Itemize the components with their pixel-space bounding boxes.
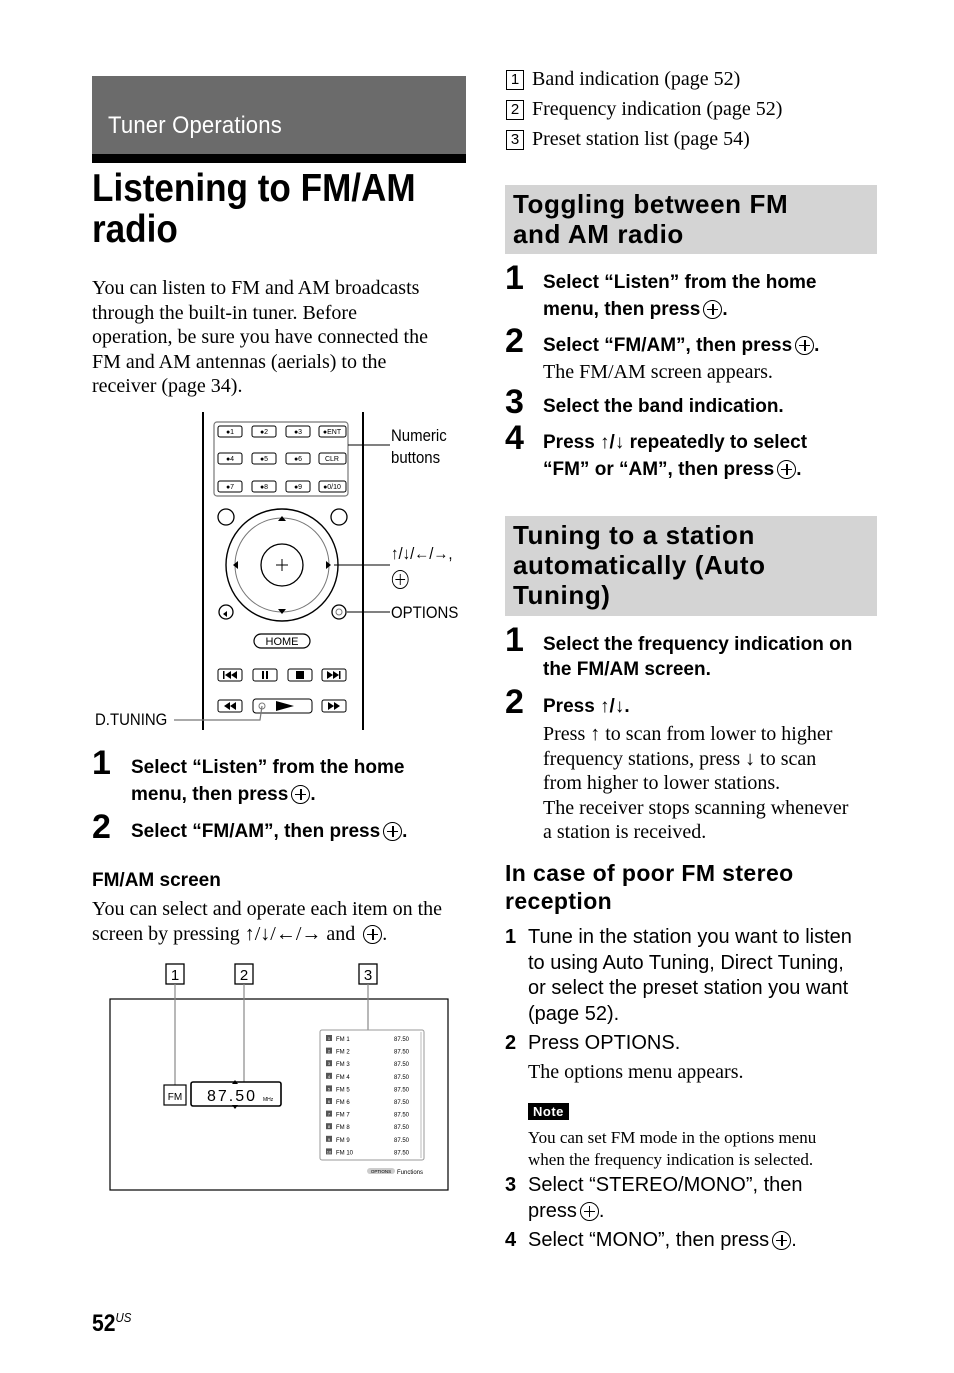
- preset-number: 6: [327, 1099, 331, 1104]
- left-step-2-text: Select “FM/AM”, then press: [131, 821, 381, 842]
- enter-circle-icon: [777, 460, 796, 479]
- tuning-body-line: Press ↑ to scan from lower to higher: [543, 723, 833, 745]
- note-line: You can set FM mode in the options menu: [528, 1128, 817, 1147]
- tuning-step-2-text: Press ↑/↓.: [543, 696, 630, 717]
- poor-step-1-line: to using Auto Tuning, Direct Tuning,: [528, 951, 844, 974]
- intro-line: receiver (page 34).: [92, 375, 243, 397]
- tuning-body-line: a station is received.: [543, 821, 707, 843]
- toggle-heading-line1: Toggling between FM: [513, 189, 789, 219]
- preset-frequency: 87.50: [393, 1087, 409, 1094]
- tuning-step-1: [543, 632, 883, 682]
- tuning-heading-line1: Tuning to a station: [513, 520, 755, 550]
- tuning-step-1-line2: the FM/AM screen.: [543, 659, 711, 680]
- preset-frequency: 87.50: [393, 1112, 409, 1119]
- poor-step-4: Select “MONO”, then press .: [528, 1229, 797, 1251]
- preset-number: 5: [327, 1086, 331, 1092]
- poor-reception-heading: [505, 859, 885, 915]
- key-7-label: ●7: [225, 484, 235, 491]
- home-label: HOME: [265, 636, 299, 648]
- page-number: [92, 1310, 131, 1338]
- enter-circle-icon: [392, 570, 409, 589]
- toggle-section-heading: [505, 185, 877, 254]
- frequency-value: 87.50: [207, 1088, 258, 1105]
- preset-frequency: 87.50: [393, 1150, 409, 1157]
- tuning-heading-line3: Tuning): [513, 580, 611, 610]
- left-step-2-number: 2: [92, 808, 111, 846]
- tuning-section-heading: [505, 516, 877, 616]
- legend-marker-2: 2: [506, 100, 524, 120]
- legend-text-2: Frequency indication (page 52): [532, 98, 783, 120]
- legend-item-2: [506, 94, 926, 124]
- options-functions-label: Functions: [397, 1170, 424, 1176]
- enter-circle-icon: [580, 1202, 599, 1221]
- callout-arrows: [391, 543, 453, 591]
- tuning-step-1-line1: Select the frequency indication on: [543, 634, 853, 655]
- preset-number: 8: [327, 1124, 331, 1130]
- preset-number: 9: [327, 1136, 331, 1142]
- legend-marker-1: 1: [506, 70, 524, 90]
- preset-name: FM 4: [336, 1074, 350, 1081]
- left-step-1-line1: Select “Listen” from the home: [131, 757, 405, 778]
- preset-frequency: 87.50: [393, 1062, 409, 1069]
- tuning-body-line: from higher to lower stations.: [543, 772, 781, 794]
- tuning-heading-line2: automatically (Auto: [513, 550, 766, 580]
- fmam-screen-text-line1: You can select and operate each item on the: [92, 898, 443, 920]
- key-ent-label: ●ENT: [322, 429, 342, 436]
- key-8-label: ●8: [259, 484, 269, 491]
- poor-step-1-number: 1: [505, 926, 517, 948]
- fmam-screen-text-line2: screen by pressing ↑/↓/←/→ and: [92, 922, 356, 945]
- tuning-step-2-body: [543, 722, 883, 845]
- key-5-label: ●5: [259, 456, 269, 463]
- poor-step-2-number: 2: [505, 1032, 517, 1054]
- toggle-step-1: Select “Listen” from the home menu, then press .: [543, 269, 883, 323]
- poor-step-1-line: Tune in the station you want to listen: [528, 926, 852, 948]
- fmam-screen-figure: [105, 960, 455, 1195]
- toggle-heading-line2: and AM radio: [513, 219, 684, 249]
- key-4-label: ●4: [225, 456, 235, 463]
- toggle-step-4-line2: “FM” or “AM”, then press: [543, 459, 775, 480]
- toggle-step-1-line2: menu, then press: [543, 299, 701, 320]
- poor-reception-heading-line1: In case of poor FM stereo: [505, 860, 794, 886]
- tuning-body-line: The receiver stops scanning whenever: [543, 796, 849, 819]
- poor-step-3-line2: press: [528, 1199, 577, 1222]
- key-3-label: ●3: [293, 429, 303, 436]
- page-title: [92, 168, 434, 250]
- frequency-unit: MHz: [263, 1097, 274, 1103]
- enter-circle-icon: [795, 336, 814, 355]
- tuning-step-1-number: 1: [505, 621, 524, 659]
- preset-name: FM 9: [336, 1137, 350, 1144]
- page-title-line1: Listening to FM/AM: [92, 167, 416, 210]
- marker-1-label: 1: [170, 967, 180, 984]
- poor-reception-heading-line2: reception: [505, 888, 613, 914]
- poor-step-1: [528, 925, 888, 1027]
- toggle-step-2-number: 2: [505, 322, 524, 360]
- note-text: [528, 1127, 888, 1171]
- enter-circle-icon: [383, 822, 402, 841]
- section-band: [92, 76, 466, 154]
- key-6-label: ●6: [293, 456, 303, 463]
- page-number-value: 52: [92, 1310, 116, 1337]
- preset-number: 1: [327, 1036, 331, 1041]
- toggle-step-3-text: Select the band indication.: [543, 396, 784, 417]
- callout-numeric-line1: Numeric: [391, 426, 447, 445]
- poor-step-3-number: 3: [505, 1174, 517, 1196]
- callout-dtuning: D.TUNING: [95, 710, 168, 729]
- legend-text-3: Preset station list (page 54): [532, 128, 750, 150]
- enter-circle-icon: [363, 925, 382, 944]
- enter-circle-icon: [772, 1231, 791, 1250]
- toggle-step-4-number: 4: [505, 419, 524, 457]
- fmam-screen-heading: FM/AM screen: [92, 870, 221, 891]
- legend-item-3: [506, 124, 926, 154]
- preset-name: FM 7: [336, 1112, 350, 1119]
- legend-item-1: [506, 64, 926, 94]
- poor-step-1-line: or select the preset station you want: [528, 977, 849, 999]
- toggle-step-2-result: The FM/AM screen appears.: [543, 361, 773, 383]
- intro-line: through the built-in tuner. Before: [92, 301, 357, 324]
- poor-step-4-number: 4: [505, 1229, 517, 1251]
- preset-frequency: 87.50: [393, 1125, 409, 1132]
- intro-line: operation, be sure you have connected the: [92, 326, 428, 348]
- preset-frequency: 87.50: [393, 1037, 409, 1043]
- transport-row-1: [218, 669, 346, 681]
- left-step-1-number: 1: [92, 744, 111, 782]
- preset-frequency: 87.50: [393, 1074, 409, 1081]
- band-label: FM: [167, 1092, 183, 1103]
- poor-step-1-line: (page 52).: [528, 1002, 620, 1025]
- legend-text-1: Band indication (page 52): [532, 68, 741, 90]
- key-0-label: ●0/10: [323, 484, 341, 491]
- toggle-step-2: Select “FM/AM”, then press .: [543, 335, 820, 356]
- note-badge-wrap: [528, 1103, 569, 1121]
- page-region-suffix: US: [115, 1310, 132, 1325]
- poor-step-3-line1: Select “STEREO/MONO”, then: [528, 1174, 803, 1196]
- section-title: Tuner Operations: [108, 112, 282, 139]
- poor-step-2-result: The options menu appears.: [528, 1061, 744, 1083]
- preset-station-list: [326, 1035, 410, 1156]
- screen-frame: [110, 999, 448, 1190]
- color-button-right: [331, 509, 347, 525]
- callout-numeric-buttons: [391, 425, 447, 469]
- callout-numeric-line2: buttons: [391, 448, 441, 467]
- section-rule: [92, 154, 466, 163]
- left-step-1: Select “Listen” from the home menu, then press .: [131, 754, 471, 808]
- poor-step-3: Select “STEREO/MONO”, then press .: [528, 1173, 888, 1224]
- preset-frequency: 87.50: [393, 1100, 409, 1106]
- intro-line: You can listen to FM and AM broadcasts: [92, 277, 420, 299]
- poor-step-2-text: Press OPTIONS.: [528, 1032, 681, 1054]
- preset-name: FM 6: [336, 1100, 350, 1106]
- callout-arrows-label: ↑/↓/←/→,: [391, 544, 453, 563]
- toggle-step-4-line1: Press ↑/↓ repeatedly to select: [543, 432, 808, 453]
- legend-list: [506, 64, 926, 154]
- key-1-label: ●1: [225, 429, 235, 436]
- preset-number: 7: [327, 1111, 331, 1117]
- toggle-step-3-number: 3: [505, 383, 524, 421]
- intro-line: FM and AM antennas (aerials) to the: [92, 350, 387, 373]
- options-badge-label: OPTIONS: [370, 1169, 392, 1174]
- preset-number: 3: [327, 1061, 331, 1067]
- preset-number: 4: [327, 1073, 331, 1079]
- color-button-left: [218, 509, 234, 525]
- preset-number: 2: [327, 1048, 331, 1054]
- tuning-step-2-number: 2: [505, 683, 524, 721]
- callout-options: OPTIONS: [391, 603, 459, 622]
- left-step-1-line2: menu, then press: [131, 784, 289, 805]
- preset-name: FM 10: [336, 1150, 354, 1157]
- left-step-2: Select “FM/AM”, then press .: [131, 821, 408, 842]
- enter-circle-icon: [291, 785, 310, 804]
- enter-circle-icon: [703, 300, 722, 319]
- options-button: [332, 605, 346, 619]
- preset-name: FM 8: [336, 1125, 350, 1132]
- key-2-label: ●2: [259, 429, 269, 436]
- marker-2-label: 2: [239, 967, 249, 984]
- fmam-screen-text: You can select and operate each item on the screen by pressing ↑/↓/←/→ and .: [92, 897, 472, 946]
- toggle-step-1-number: 1: [505, 259, 524, 297]
- marker-3-label: 3: [363, 967, 373, 984]
- toggle-step-4: Press ↑/↓ repeatedly to select “FM” or “AM”, then press .: [543, 429, 883, 483]
- intro-paragraph: [92, 276, 472, 399]
- preset-frequency: 87.50: [393, 1137, 409, 1144]
- note-badge: Note: [528, 1103, 569, 1120]
- preset-name: FM 3: [336, 1062, 350, 1069]
- key-9-label: ●9: [293, 484, 303, 491]
- toggle-step-1-line1: Select “Listen” from the home: [543, 272, 817, 293]
- preset-name: FM 5: [336, 1087, 350, 1094]
- poor-step-4-text: Select “MONO”, then press: [528, 1229, 770, 1251]
- preset-frequency: 87.50: [393, 1049, 409, 1056]
- note-line: when the frequency indication is selected.: [528, 1150, 814, 1169]
- key-clr-label: CLR: [324, 456, 340, 463]
- toggle-step-2-text: Select “FM/AM”, then press: [543, 335, 793, 356]
- page-title-line2: radio: [92, 208, 178, 251]
- preset-name: FM 2: [336, 1049, 350, 1056]
- preset-name: FM 1: [336, 1037, 350, 1043]
- tuning-body-line: frequency stations, press ↓ to scan: [543, 747, 817, 770]
- preset-number: 10: [326, 1149, 332, 1155]
- legend-marker-3: 3: [506, 130, 524, 150]
